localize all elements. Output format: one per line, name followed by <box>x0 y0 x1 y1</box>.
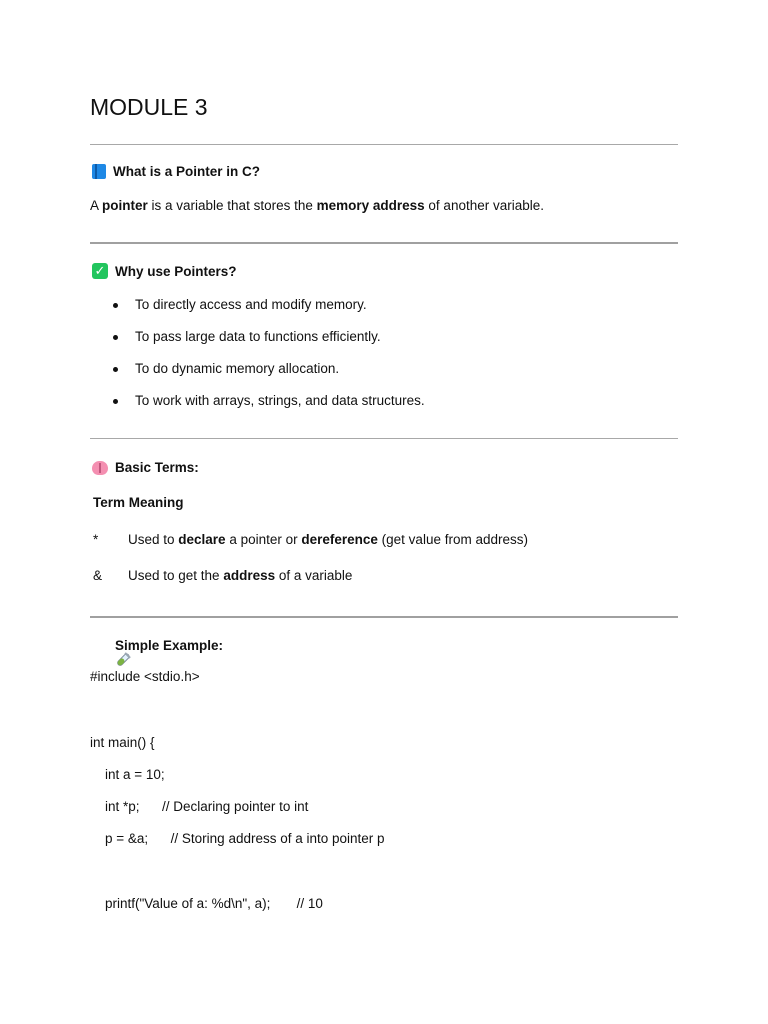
green-check-icon: ✓ <box>92 263 108 279</box>
text-run: is a variable that stores the <box>147 198 317 213</box>
divider <box>90 438 678 439</box>
section-heading-text: Simple Example: <box>115 637 224 653</box>
page-title: MODULE 3 <box>90 94 208 120</box>
text-run: Used to get the <box>128 568 224 583</box>
pointer-definition <box>90 198 544 213</box>
section-heading-pointer <box>92 164 260 179</box>
term-meaning <box>128 568 352 583</box>
section-heading-text: What is a Pointer in C? <box>113 164 261 179</box>
text-run: Used to <box>128 532 179 547</box>
section-heading-text: Basic Terms: <box>115 460 199 475</box>
term-symbol: & <box>93 568 103 583</box>
text-run: A <box>90 198 103 213</box>
text-run: (get value from address) <box>377 532 528 547</box>
bold-term: declare <box>178 532 226 547</box>
code-line: p = &a; // Storing address of a into pointer p <box>90 831 385 846</box>
text-run: of a variable <box>275 568 353 583</box>
table-header: Term Meaning <box>93 495 184 510</box>
bullet-dot <box>113 335 118 340</box>
code-line: int a = 10; <box>90 767 165 782</box>
section-heading-text: Why use Pointers? <box>115 263 237 279</box>
list-item: To do dynamic memory allocation. <box>135 361 340 376</box>
list-item: To work with arrays, strings, and data structures. <box>135 393 425 408</box>
term-meaning <box>128 532 528 547</box>
text-run: a pointer or <box>225 532 302 547</box>
code-line: int main() { <box>90 735 155 750</box>
brain-icon <box>92 461 108 475</box>
code-line: printf("Value of a: %d\n", a); // 10 <box>90 896 323 911</box>
blue-book-icon <box>92 164 106 179</box>
term-symbol: * <box>93 532 99 547</box>
bold-term: address <box>223 568 276 583</box>
bullet-dot <box>113 303 118 308</box>
bullet-dot <box>113 399 118 404</box>
section-heading-terms <box>92 460 199 475</box>
bullet-dot <box>113 367 118 372</box>
list-item: To pass large data to functions efficiently. <box>135 329 381 344</box>
bold-term: pointer <box>102 198 148 213</box>
bold-term: dereference <box>301 532 378 547</box>
divider <box>90 144 678 145</box>
code-line: #include <stdio.h> <box>90 669 200 684</box>
section-heading-example <box>92 637 223 653</box>
list-item: To directly access and modify memory. <box>135 297 367 312</box>
divider <box>90 242 678 244</box>
test-tube-icon <box>92 637 108 653</box>
text-run: of another variable. <box>424 198 544 213</box>
bold-term: memory address <box>316 198 425 213</box>
code-line: int *p; // Declaring pointer to int <box>90 799 309 814</box>
section-heading-why <box>92 263 237 279</box>
divider <box>90 616 678 618</box>
